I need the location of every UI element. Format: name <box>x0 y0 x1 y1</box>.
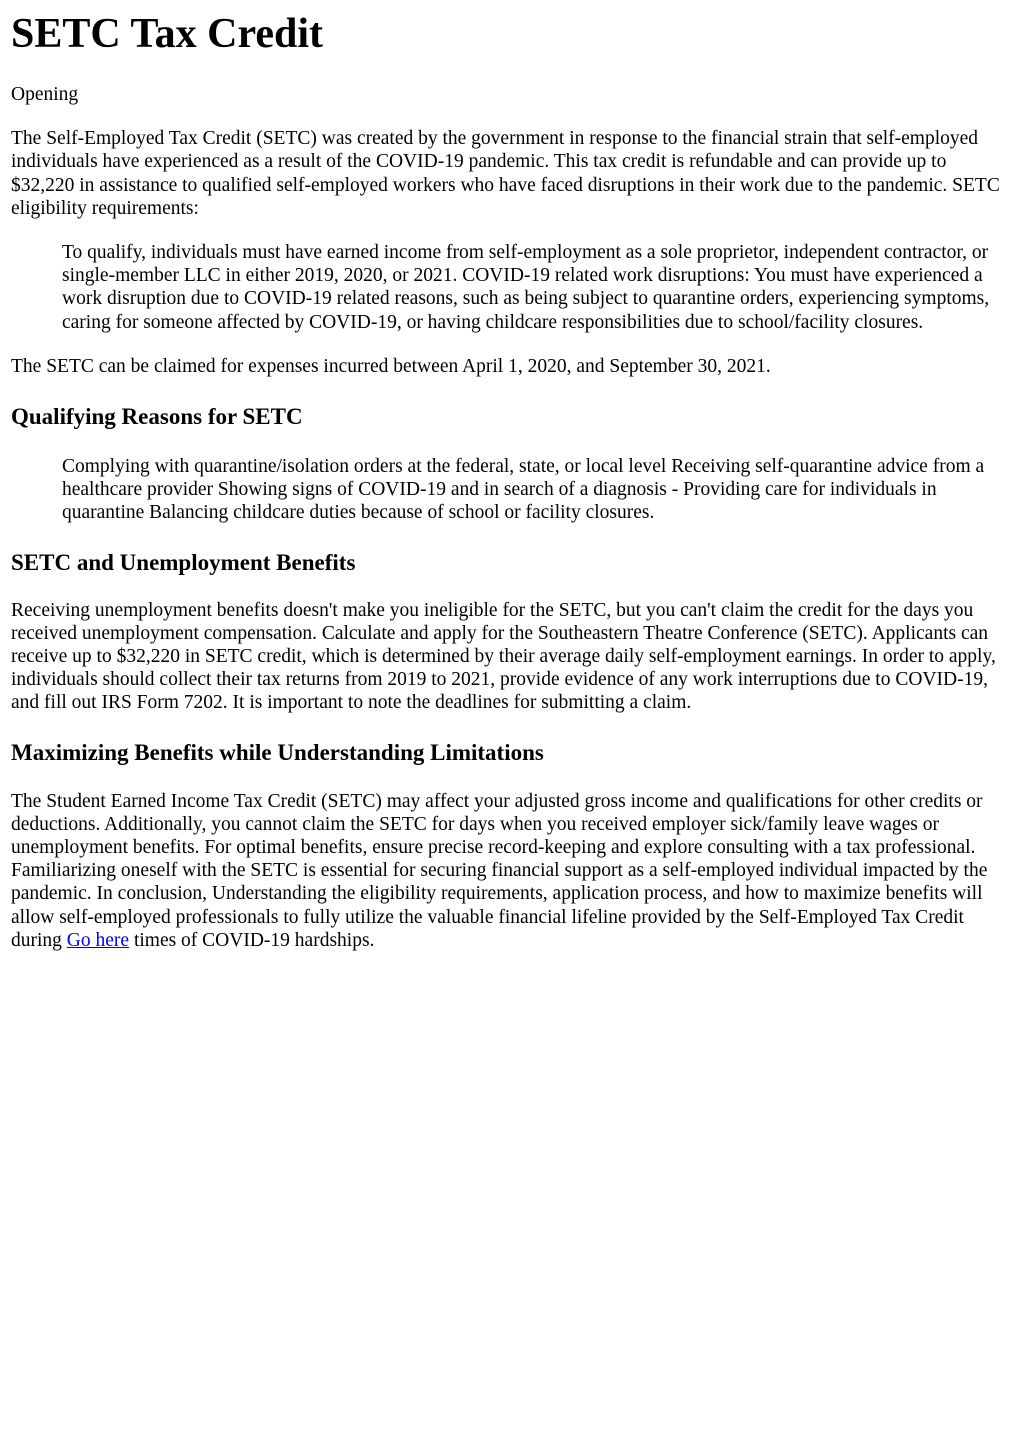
document-page <box>0 10 1024 1448</box>
claim-period-paragraph: The SETC can be claimed for expenses incurred between April 1, 2020, and September 30, 2021. <box>11 355 771 377</box>
maximizing-paragraph <box>11 790 1012 952</box>
unemployment-heading: SETC and Unemployment Benefits <box>11 549 356 575</box>
eligibility-quote: To qualify, individuals must have earned income from self-employment as a sole proprietor, independent contractor, or single-member LLC in either 2019, 2020, or 2021. COVID-19 related work disruptions: You must have experienced a work disruption due to COVID-19 related reasons, such as being subject to quarantine orders, experiencing symptoms, caring for someone affected by COVID-19, or having childcare responsibilities due to school/facility closures. <box>62 242 990 333</box>
go-here-link[interactable]: Go here <box>66 929 130 951</box>
maximizing-text-before-link: The Student Earned Income Tax Credit (SETC) may affect your adjusted gross income and qualifications for other credits or deductions. Additionally, you cannot claim the SETC for days when you received employer sick/family leave wages or unemployment benefits. For optimal benefits, ensure precise record-keeping and explore consulting with a tax professional. Familiarizing oneself with the SETC is essential for securing financial support as a self-employed individual impacted by the pandemic. In conclusion, Understanding the eligibility requirements, application process, and how to maximize benefits will allow self-employed professionals to fully utilize the valuable financial lifeline provided by the Self-Employed Tax Credit during <box>11 790 988 951</box>
opening-label: Opening <box>11 84 79 105</box>
page-title: SETC Tax Credit <box>11 11 323 57</box>
qualifying-reasons-quote: Complying with quarantine/isolation orders at the federal, state, or local level Receiving self-quarantine advice from a healthcare provider Showing signs of COVID-19 and in search of a diagnosis - Providing care for individuals in quarantine Balancing childcare duties because of school or facility closures. <box>62 456 985 524</box>
maximizing-heading: Maximizing Benefits while Understanding Limitations <box>11 739 544 765</box>
qualifying-reasons-heading: Qualifying Reasons for SETC <box>11 404 303 430</box>
unemployment-paragraph: Receiving unemployment benefits doesn't make you ineligible for the SETC, but you can't claim the credit for the days you received unemployment compensation. Calculate and apply for the Southeastern Theatre Conference (SETC). Applicants can receive up to $32,220 in SETC credit, which is determined by their average daily self-employment earnings. In order to apply, individuals should collect their tax returns from 2019 to 2021, provide evidence of any work interruptions due to COVID-19, and fill out IRS Form 7202. It is important to note the deadlines for submitting a claim. <box>11 599 996 714</box>
intro-paragraph: The Self-Employed Tax Credit (SETC) was created by the government in response to the financial strain that self-employed individuals have experienced as a result of the COVID-19 pandemic. This tax credit is refundable and can provide up to $32,220 in assistance to qualified self-employed workers who have faced disruptions in their work due to the pandemic. SETC eligibility requirements: <box>11 128 1000 219</box>
maximizing-text-after-link: times of COVID-19 hardships. <box>129 929 375 951</box>
